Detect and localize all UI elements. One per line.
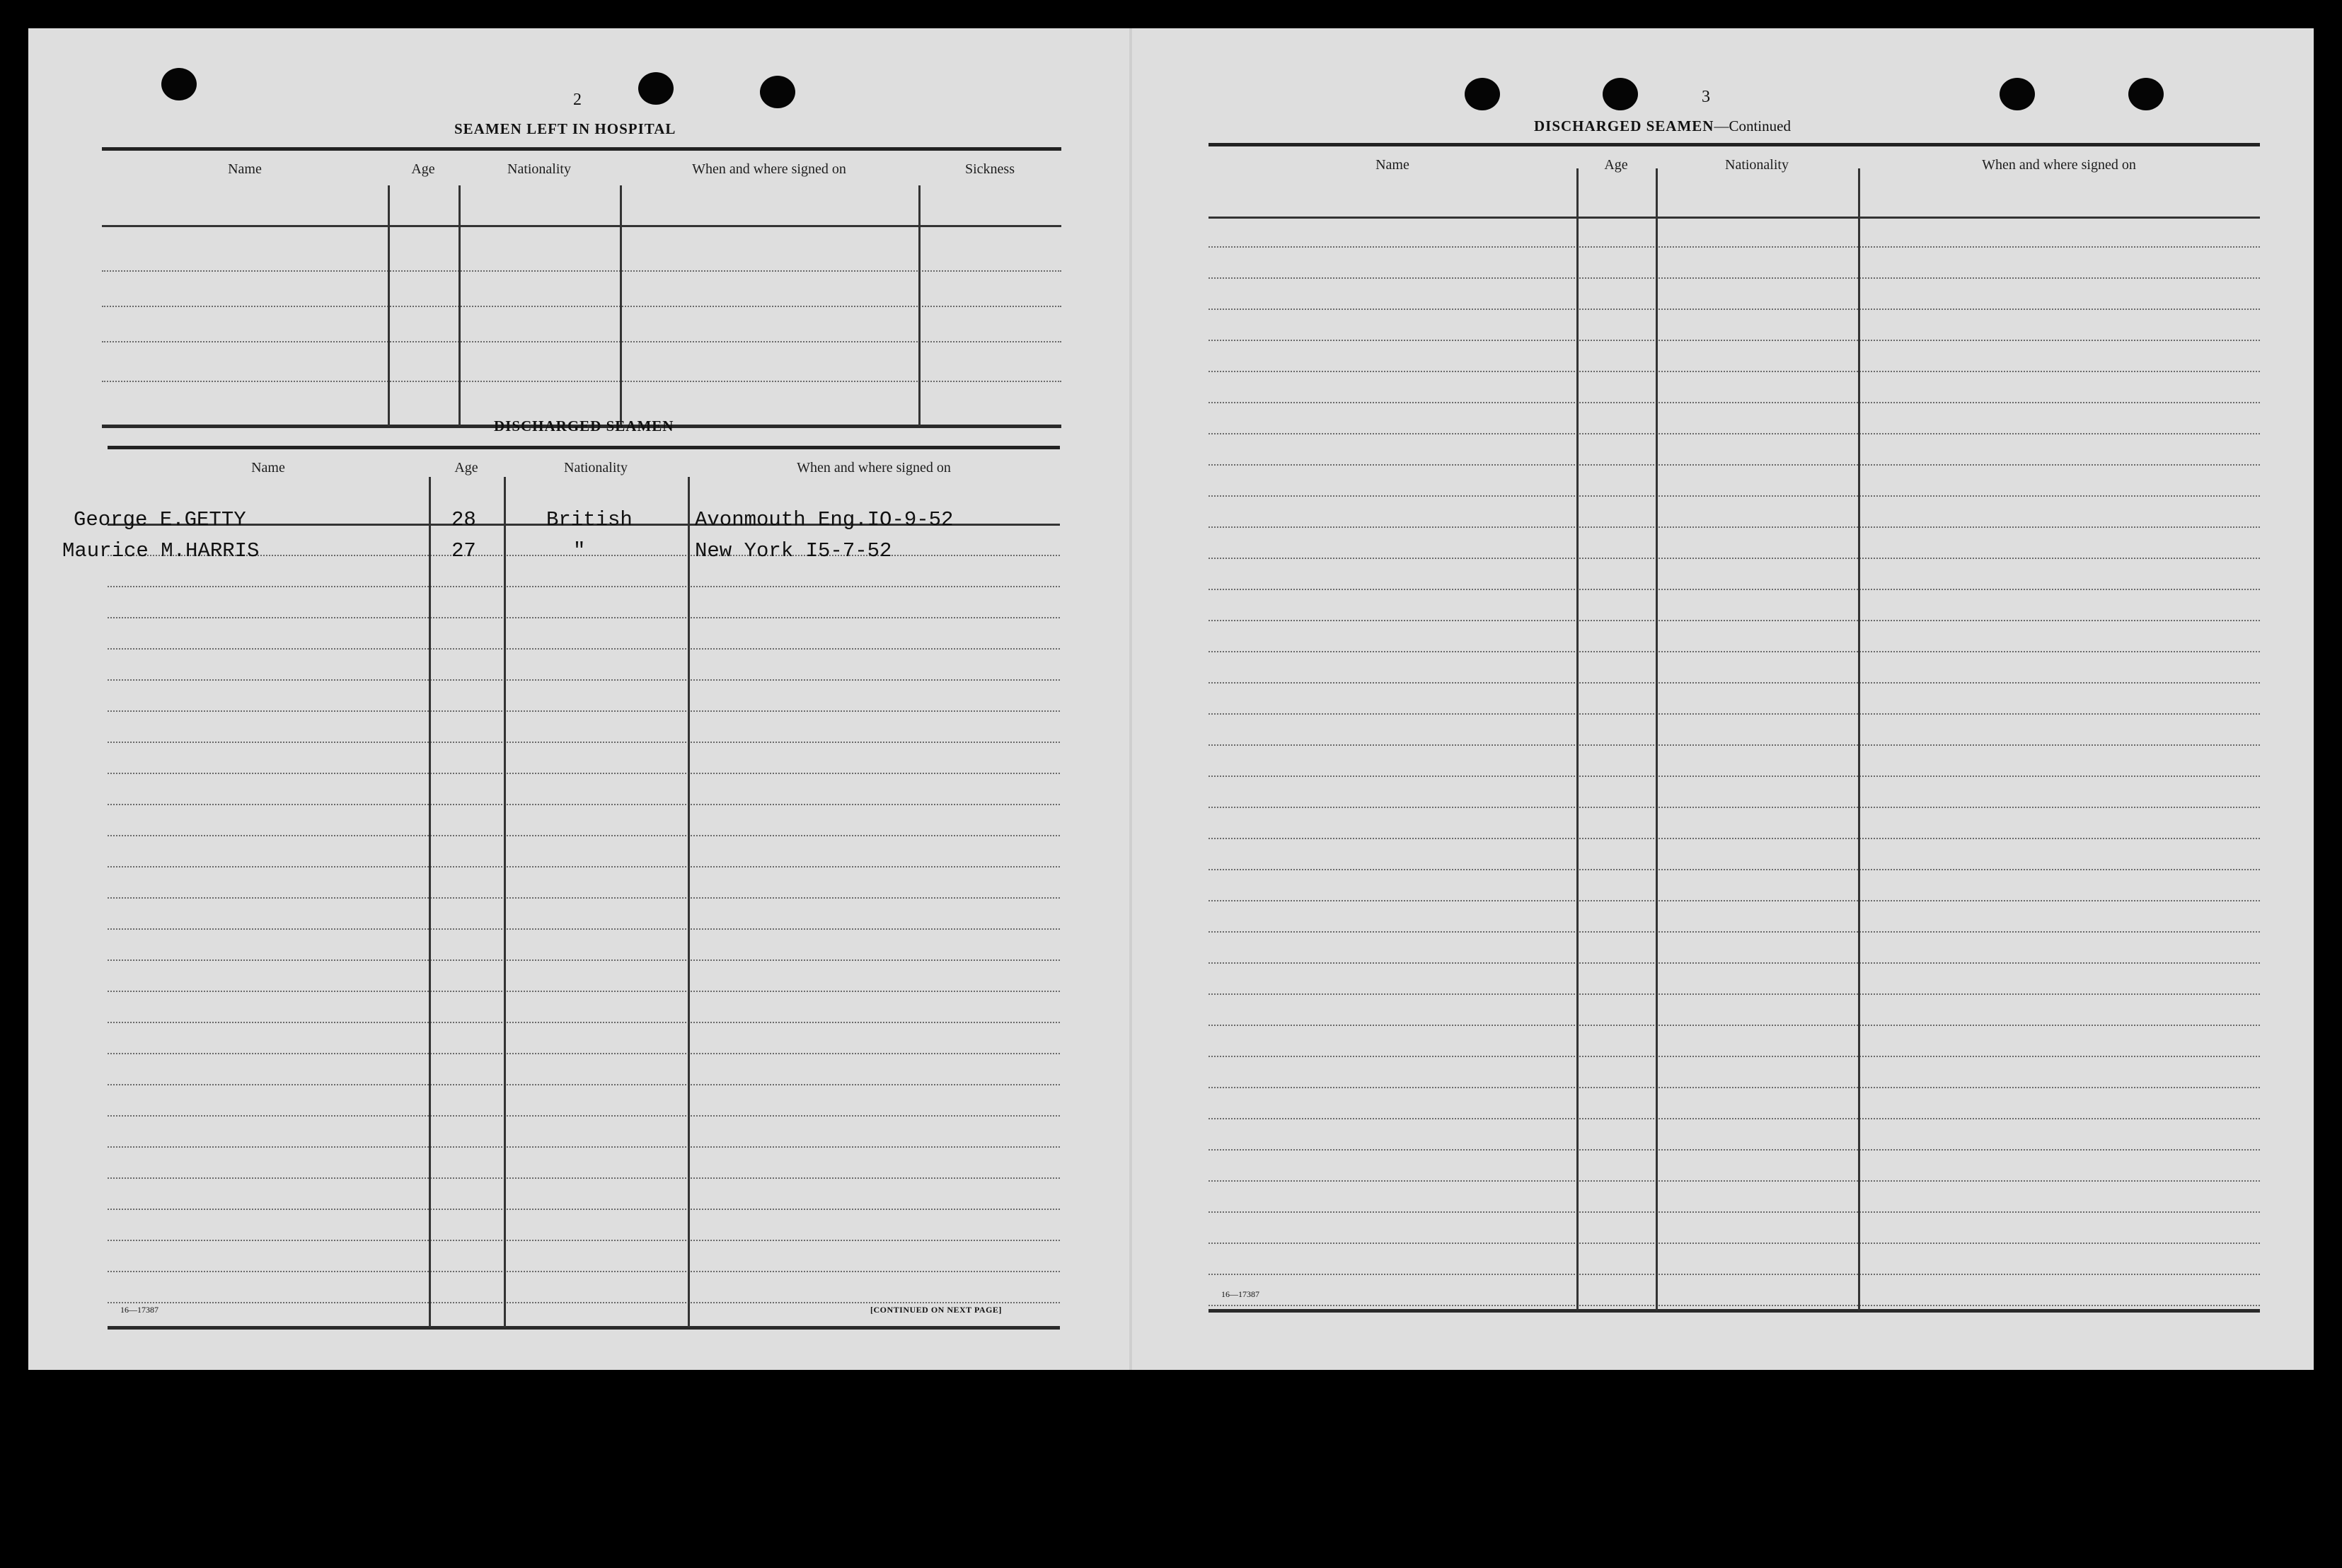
ruled-line	[1209, 744, 2260, 746]
ruled-line	[108, 586, 1060, 587]
table-bottom-rule	[108, 1326, 1060, 1330]
ruled-line	[108, 1115, 1060, 1117]
form-number-right: 16—17387	[1221, 1289, 1259, 1299]
ruled-line	[1209, 651, 2260, 652]
discharged-continued-caption	[1534, 117, 1791, 135]
seaman-nationality: "	[573, 539, 586, 563]
ruled-line	[108, 1177, 1060, 1179]
punch-hole	[2000, 78, 2035, 110]
ruled-line	[1209, 713, 2260, 715]
discharged-caption: DISCHARGED SEAMEN	[494, 417, 674, 434]
ruled-line	[1209, 931, 2260, 933]
seaman-signed-on: Avonmouth Eng.IO-9-52	[695, 508, 954, 531]
page-number-right: 3	[1702, 88, 1710, 106]
ruled-line	[108, 1022, 1060, 1023]
ruled-line	[108, 742, 1060, 743]
ruled-line	[1209, 807, 2260, 808]
discharged-table-right	[1209, 143, 2260, 1315]
ruled-line	[1209, 558, 2260, 559]
punch-hole	[638, 72, 674, 105]
ruled-line	[1209, 589, 2260, 590]
seaman-name: Maurice M.HARRIS	[62, 539, 260, 563]
ruled-line	[1209, 1180, 2260, 1182]
ruled-line	[108, 648, 1060, 650]
ruled-line	[108, 897, 1060, 899]
ruled-line	[1209, 1056, 2260, 1057]
col-name: Name	[228, 161, 262, 177]
ruled-line	[108, 1240, 1060, 1241]
seaman-age: 27	[451, 539, 476, 563]
ruled-line	[1209, 869, 2260, 870]
ruled-line	[1209, 526, 2260, 528]
ruled-line	[1209, 1118, 2260, 1119]
page-number-left: 2	[573, 91, 582, 109]
ruled-line	[1209, 1211, 2260, 1213]
ruled-line	[108, 710, 1060, 712]
ruled-line	[108, 866, 1060, 867]
ruled-line	[108, 991, 1060, 992]
ruled-line	[1209, 371, 2260, 372]
ruled-line	[1209, 246, 2260, 248]
caption-text: DISCHARGED SEAMEN	[1534, 117, 1714, 134]
col-age: Age	[411, 161, 435, 177]
ruled-line	[1209, 620, 2260, 621]
ruled-line	[1209, 776, 2260, 777]
ruled-line	[1209, 1243, 2260, 1244]
col-nationality: Nationality	[507, 161, 571, 177]
hospital-table	[102, 147, 1061, 430]
ruled-line	[1209, 464, 2260, 466]
punch-hole	[161, 68, 197, 100]
punch-hole	[760, 76, 795, 108]
ruled-line	[1209, 1149, 2260, 1151]
ruled-line	[108, 1271, 1060, 1272]
col-nationality: Nationality	[564, 460, 628, 475]
ruled-line	[1209, 682, 2260, 684]
ruled-line	[1209, 900, 2260, 901]
ruled-line	[108, 679, 1060, 681]
ruled-line	[108, 1053, 1060, 1054]
ruled-line	[1209, 838, 2260, 839]
ruled-line	[1209, 962, 2260, 964]
col-sickness: Sickness	[965, 161, 1015, 177]
col-signed-on: When and where signed on	[797, 460, 951, 475]
ruled-line	[108, 835, 1060, 836]
punch-hole	[1465, 78, 1500, 110]
col-signed-on: When and where signed on	[1982, 157, 2136, 173]
manifest-sheet	[28, 28, 2314, 1370]
col-name: Name	[251, 460, 285, 475]
col-name: Name	[1375, 157, 1409, 173]
ruled-line	[108, 1146, 1060, 1148]
table-bottom-rule	[1209, 1309, 2260, 1313]
col-age: Age	[454, 460, 478, 475]
ruled-line	[1209, 1305, 2260, 1306]
punch-hole	[1603, 78, 1638, 110]
ruled-line	[1209, 495, 2260, 497]
ruled-line	[108, 617, 1060, 618]
punch-hole	[2128, 78, 2164, 110]
ruled-line	[1209, 277, 2260, 279]
ruled-line	[1209, 1274, 2260, 1275]
ruled-line	[108, 928, 1060, 930]
ruled-line	[108, 804, 1060, 805]
ruled-line	[1209, 433, 2260, 434]
page-fold	[1129, 28, 1132, 1370]
col-signed-on: When and where signed on	[692, 161, 846, 177]
ruled-line	[1209, 1087, 2260, 1088]
form-number-left: 16—17387	[120, 1305, 158, 1315]
ruled-line	[1209, 340, 2260, 341]
seaman-nationality: British	[546, 508, 633, 531]
seaman-name: George E.GETTY	[74, 508, 246, 531]
discharged-table-left	[108, 446, 1060, 1333]
ruled-line	[1209, 309, 2260, 310]
ruled-line	[108, 773, 1060, 774]
ruled-line	[108, 1302, 1060, 1303]
col-nationality: Nationality	[1725, 157, 1789, 173]
ruled-line	[108, 1084, 1060, 1085]
ruled-line	[108, 959, 1060, 961]
col-age: Age	[1604, 157, 1628, 173]
ruled-line	[1209, 993, 2260, 995]
ruled-line	[1209, 402, 2260, 403]
ruled-line	[108, 1209, 1060, 1210]
seaman-age: 28	[451, 508, 476, 531]
seaman-signed-on: New York I5-7-52	[695, 539, 892, 563]
ruled-line	[1209, 1025, 2260, 1026]
hospital-caption: SEAMEN LEFT IN HOSPITAL	[454, 120, 676, 137]
caption-suffix: —Continued	[1714, 117, 1791, 134]
continued-note: [CONTINUED ON NEXT PAGE]	[870, 1305, 1002, 1315]
